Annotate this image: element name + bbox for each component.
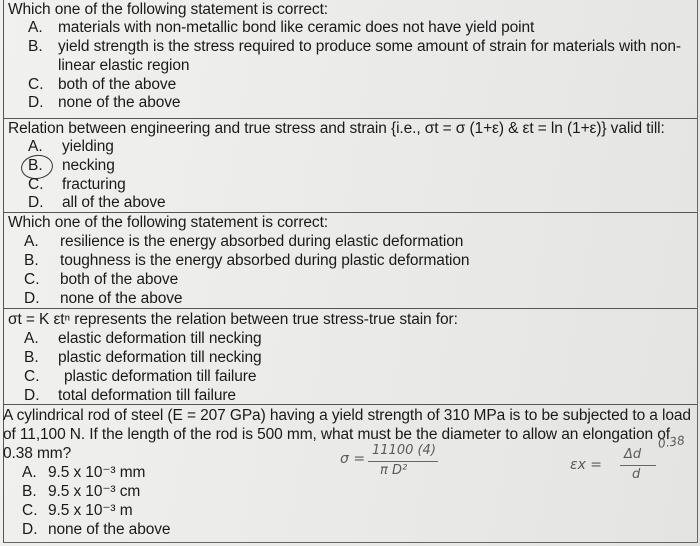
q2-option-a-letter: A. [28, 138, 43, 155]
q1-option-b-letter: B. [28, 38, 43, 55]
q1-option-d: none of the above [58, 94, 181, 111]
q3-option-b: toughness is the energy absorbed during plastic deformation [60, 252, 470, 269]
q5-option-d-letter: D. [22, 521, 38, 538]
question-2 [4, 118, 697, 213]
q5-option-d: none of the above [48, 521, 171, 538]
handwritten-numerator: 11100 (4) [372, 443, 436, 458]
question-4-stem: σt = K εtⁿ represents the relation between true stress-true stain for: [8, 311, 458, 328]
question-5 [4, 404, 697, 543]
handwritten-d: d [632, 467, 641, 482]
q2-option-b: necking [62, 157, 115, 174]
q5-option-c-letter: C. [22, 502, 38, 519]
handwritten-sigma-equals: σ = [340, 451, 366, 467]
q5-option-c: 9.5 x 10⁻³ m [48, 502, 133, 519]
question-2-stem: Relation between engineering and true stress and strain {i.e., σt = σ (1+ε) & εt = ln (1+ε)} valid till: [8, 120, 665, 137]
q4-option-d: total deformation till failure [58, 387, 236, 404]
question-3 [4, 212, 697, 309]
q2-option-c-letter: C. [28, 176, 44, 193]
q1-option-a-letter: A. [28, 19, 43, 36]
q5-option-b-letter: B. [22, 483, 37, 500]
handwritten-strain-equals: εx = [570, 457, 603, 473]
q1-option-b: yield strength is the stress required to produce some amount of strain for materials with non- [58, 38, 681, 55]
q3-option-d-letter: D. [24, 290, 40, 307]
handwritten-denominator: π D² [380, 463, 408, 478]
q2-option-a: yielding [62, 138, 114, 155]
q1-option-b-cont: linear elastic region [58, 57, 190, 74]
q5-option-b: 9.5 x 10⁻³ cm [48, 483, 141, 500]
question-table [3, 0, 698, 543]
q1-option-d-letter: D. [28, 94, 44, 111]
q4-option-d-letter: D. [24, 387, 40, 404]
q2-option-d-letter: D. [28, 194, 44, 211]
question-1-stem: Which one of the following statement is correct: [8, 1, 328, 18]
q5-option-a: 9.5 x 10⁻³ mm [48, 464, 146, 481]
question-3-stem: Which one of the following statement is correct: [8, 214, 328, 231]
q4-option-b: plastic deformation till necking [58, 349, 262, 366]
q3-option-c: both of the above [60, 271, 179, 288]
handwritten-delta-d: Δd [624, 447, 642, 462]
question-5-stem-line-2: of 11,100 N. If the length of the rod is 500 mm, what must be the diameter to allow an elongation of [3, 426, 670, 443]
q4-option-a: elastic deformation till necking [58, 330, 262, 347]
q3-option-a: resilience is the energy absorbed during elastic deformation [60, 233, 464, 250]
question-5-stem-line-1: A cylindrical rod of steel (E = 207 GPa) having a yield strength of 310 MPa is to be subjected to a load [3, 407, 691, 424]
q1-option-c-letter: C. [28, 76, 44, 93]
q2-option-b-letter: B. [28, 157, 43, 174]
q3-option-c-letter: C. [24, 271, 40, 288]
q4-option-c-letter: C. [24, 368, 40, 385]
q3-option-b-letter: B. [24, 252, 39, 269]
question-1 [4, 0, 697, 120]
q1-option-c: both of the above [58, 76, 177, 93]
q4-option-c: plastic deformation till failure [64, 368, 257, 385]
question-4 [4, 308, 697, 405]
q3-option-d: none of the above [60, 290, 183, 307]
question-5-stem-line-3: 0.38 mm? [3, 445, 72, 462]
handwritten-fraction-bar [368, 461, 438, 462]
q4-option-b-letter: B. [24, 349, 39, 366]
q3-option-a-letter: A. [24, 233, 39, 250]
q1-option-a: materials with non-metallic bond like ceramic does not have yield point [58, 19, 535, 36]
q2-option-c: fracturing [62, 176, 126, 193]
handwritten-strain-fraction-bar [620, 465, 656, 466]
q5-option-a-letter: A. [22, 464, 37, 481]
q2-option-d: all of the above [62, 194, 166, 211]
q4-option-a-letter: A. [24, 330, 39, 347]
handwritten-strain-value: 0.38 [657, 433, 686, 451]
